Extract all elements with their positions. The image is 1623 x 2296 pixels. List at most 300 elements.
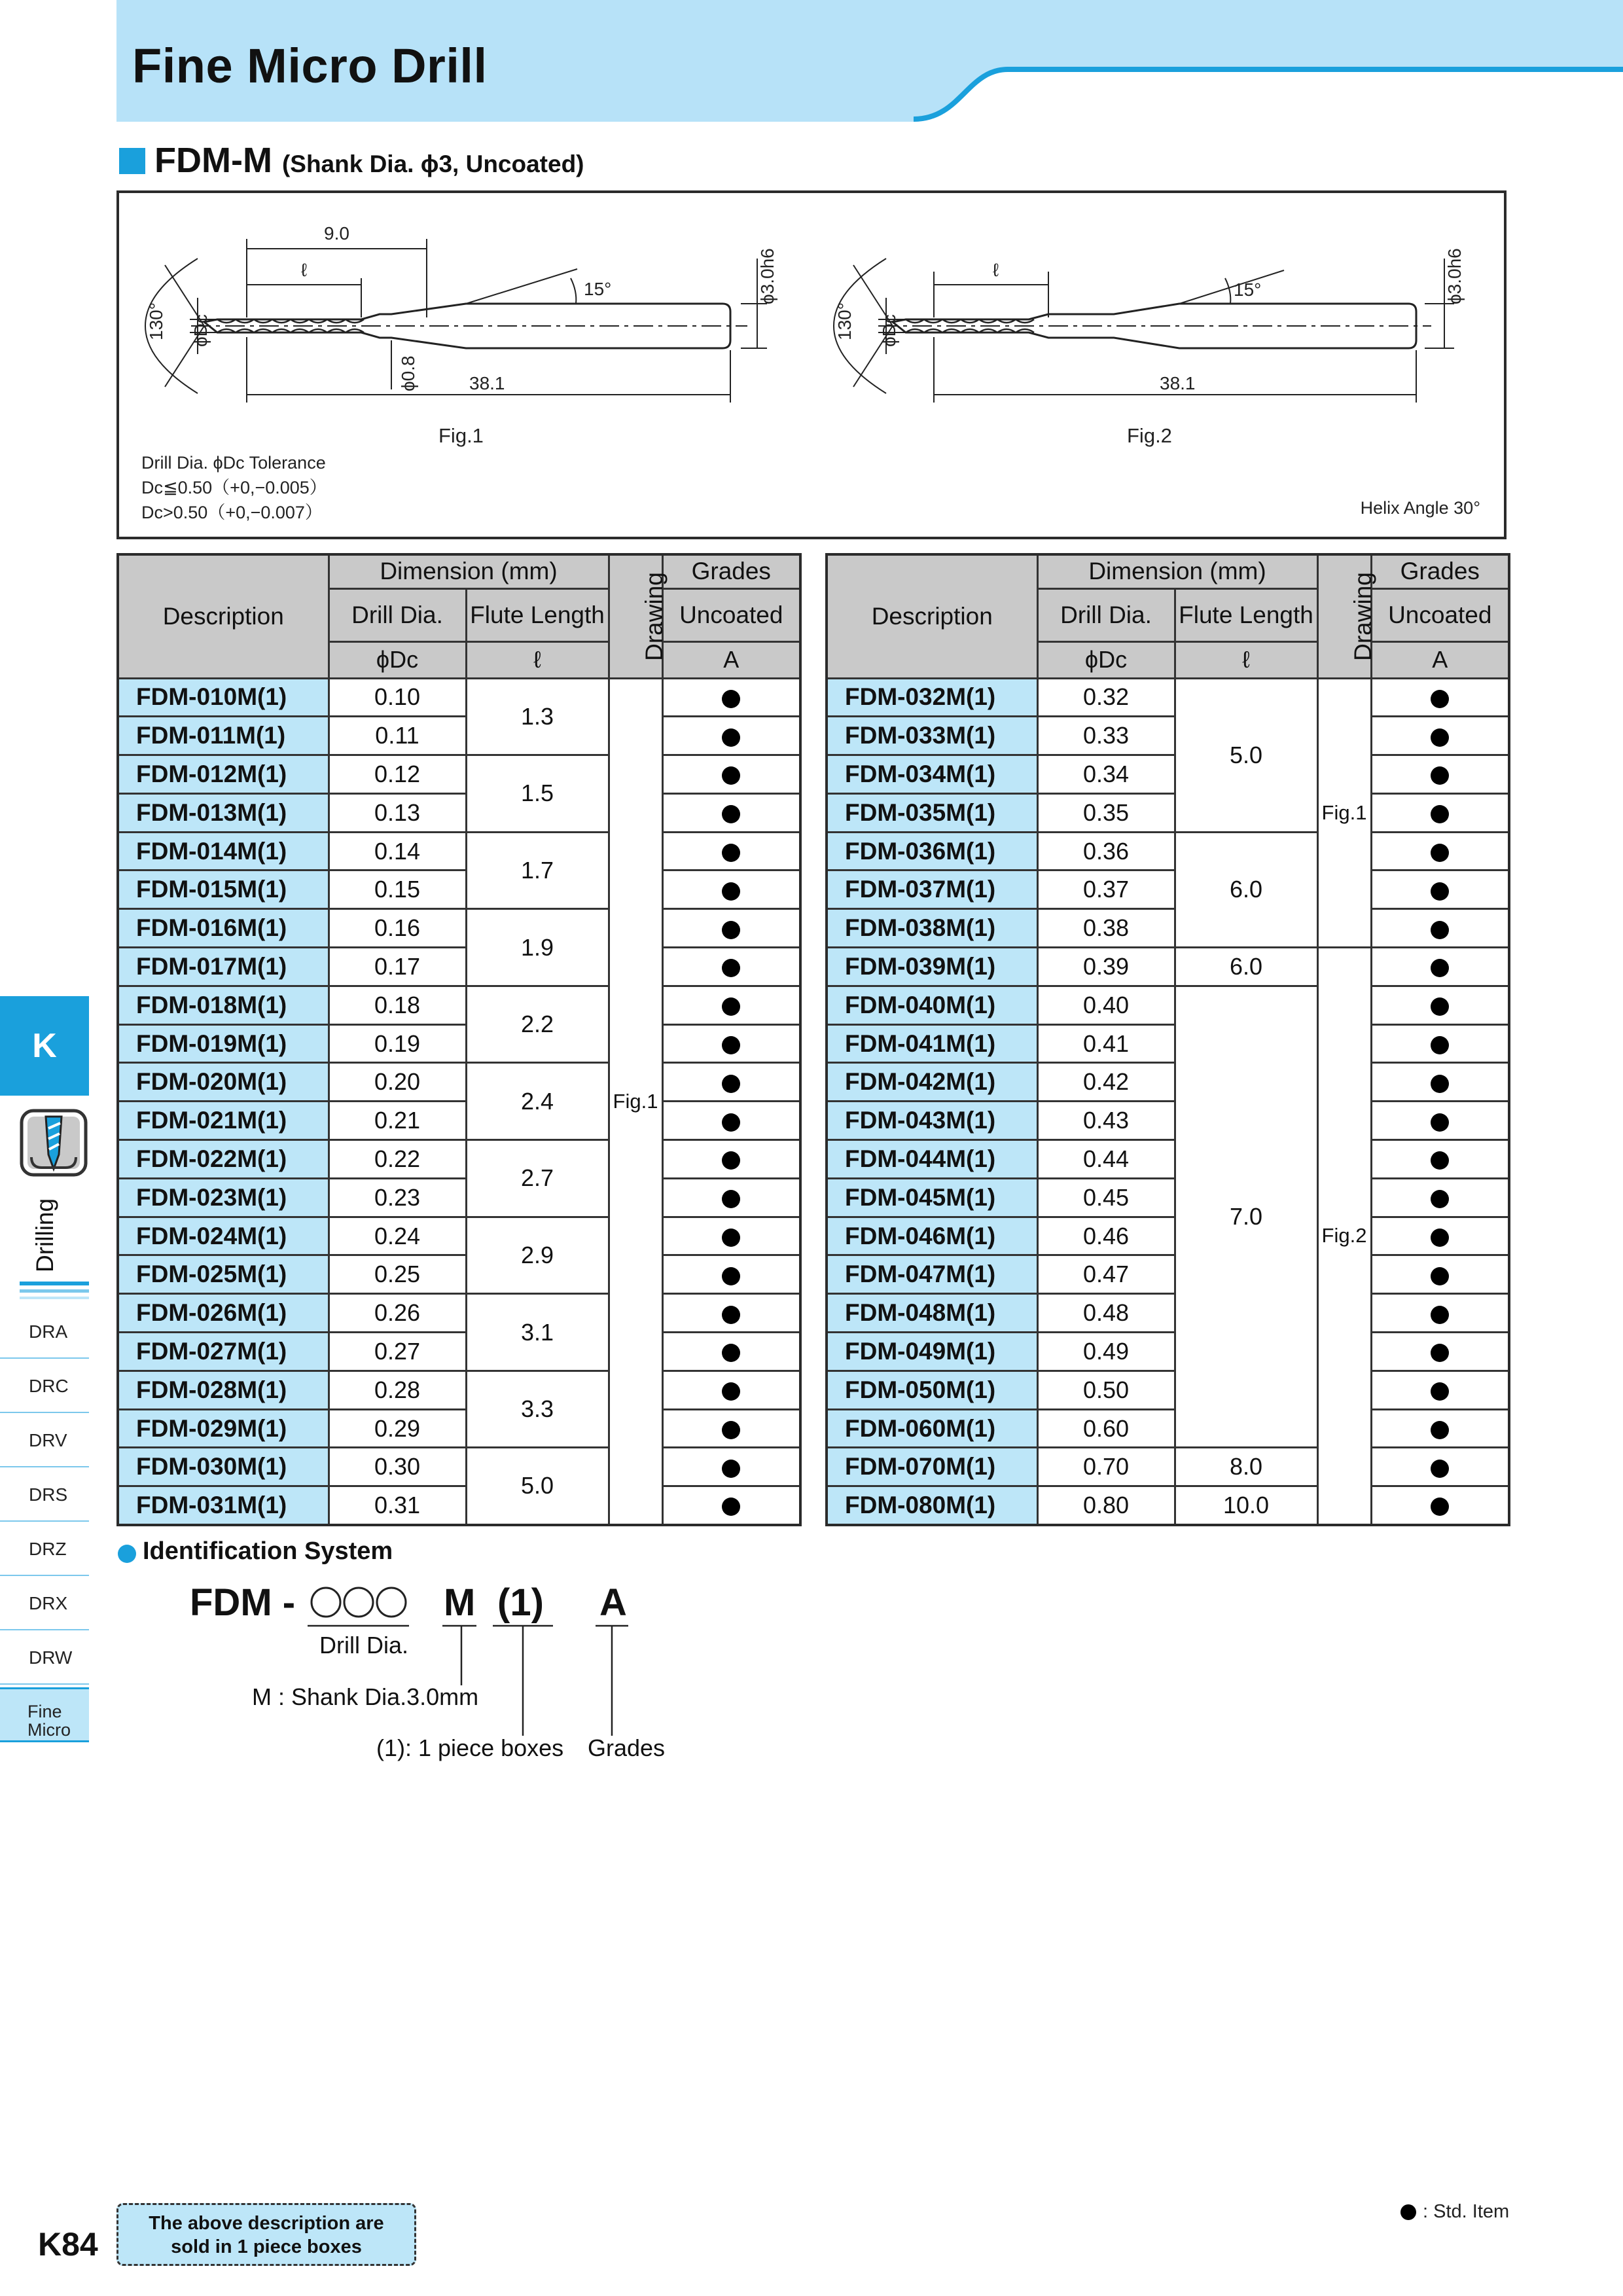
std-item-dot-icon xyxy=(722,1344,740,1362)
table-row xyxy=(827,1294,1509,1333)
page-number: K84 xyxy=(38,2226,98,2263)
header-drill-dia: Drill Dia. xyxy=(329,588,466,641)
row-description: FDM-036M(1) xyxy=(827,832,1037,870)
row-description: FDM-043M(1) xyxy=(827,1102,1037,1140)
row-grade xyxy=(1371,986,1509,1024)
row-drill-dia: 0.38 xyxy=(1037,909,1175,948)
row-flute-length: 10.0 xyxy=(1175,1486,1317,1525)
header-drawing: Drawing xyxy=(1317,554,1371,678)
row-drill-dia: 0.43 xyxy=(1037,1102,1175,1140)
std-item-dot-icon xyxy=(722,1267,740,1285)
fig2-flute-length: ℓ xyxy=(993,260,999,280)
row-flute-length: 6.0 xyxy=(1175,832,1317,947)
table-row xyxy=(827,1217,1509,1255)
std-item-dot-icon xyxy=(722,844,740,862)
sidebar-item-drs[interactable]: DRS xyxy=(0,1469,89,1522)
fig2-overall-length: 38.1 xyxy=(1160,373,1196,393)
header-drill-dia: Drill Dia. xyxy=(1037,588,1175,641)
row-grade xyxy=(662,1486,800,1525)
table-row xyxy=(118,870,800,909)
std-item-dot-icon xyxy=(1431,1151,1449,1170)
std-item-dot-icon xyxy=(1431,1190,1449,1208)
std-item-dot-icon xyxy=(722,997,740,1016)
std-item-dot-icon xyxy=(722,1306,740,1324)
row-description: FDM-060M(1) xyxy=(827,1409,1037,1448)
row-drill-dia: 0.70 xyxy=(1037,1448,1175,1486)
spec-table-left xyxy=(116,553,802,1526)
row-description: FDM-041M(1) xyxy=(827,1024,1037,1063)
row-description: FDM-028M(1) xyxy=(118,1371,329,1409)
std-item-dot-icon xyxy=(722,1151,740,1170)
table-row xyxy=(118,793,800,832)
fig1-shank-dia: ϕ3.0h6 xyxy=(757,248,777,304)
row-grade xyxy=(662,909,800,948)
table-row xyxy=(827,793,1509,832)
row-grade xyxy=(662,755,800,794)
sidebar-item-drw[interactable]: DRW xyxy=(0,1632,89,1685)
row-grade xyxy=(1371,1255,1509,1294)
row-description: FDM-021M(1) xyxy=(118,1102,329,1140)
table-row xyxy=(827,870,1509,909)
row-drill-dia: 0.36 xyxy=(1037,832,1175,870)
row-grade xyxy=(1371,678,1509,717)
table-row xyxy=(827,678,1509,717)
row-grade xyxy=(662,1371,800,1409)
std-item-dot-icon xyxy=(722,728,740,747)
table-row xyxy=(118,948,800,986)
std-item-dot-icon xyxy=(1431,882,1449,901)
row-description: FDM-011M(1) xyxy=(118,717,329,755)
row-drill-dia: 0.32 xyxy=(1037,678,1175,717)
header-flute-length: Flute Length xyxy=(466,588,609,641)
row-drill-dia: 0.15 xyxy=(329,870,466,909)
helix-angle-note: Helix Angle 30° xyxy=(1360,498,1480,518)
table-row xyxy=(118,1294,800,1333)
std-item-dot-icon xyxy=(722,1229,740,1247)
series-subtitle: (Shank Dia. ϕ3, Uncoated) xyxy=(281,151,584,177)
row-drill-dia: 0.21 xyxy=(329,1102,466,1140)
row-grade xyxy=(1371,1063,1509,1102)
row-drill-dia: 0.39 xyxy=(1037,948,1175,986)
row-description: FDM-022M(1) xyxy=(118,1140,329,1179)
table-row xyxy=(827,1140,1509,1179)
row-drill-dia: 0.40 xyxy=(1037,986,1175,1024)
note-line1: The above description are xyxy=(149,2213,384,2234)
table-row xyxy=(118,986,800,1024)
row-grade xyxy=(662,1255,800,1294)
header-dc-symbol: ϕDc xyxy=(1037,641,1175,678)
fig1-flute-length: ℓ xyxy=(301,260,308,280)
series-title xyxy=(154,140,584,181)
header-dimension: Dimension (mm) xyxy=(329,554,609,588)
row-flute-length: 2.9 xyxy=(466,1217,609,1294)
header-description: Description xyxy=(118,554,329,678)
row-grade xyxy=(1371,793,1509,832)
std-item-dot-icon xyxy=(722,1382,740,1401)
std-item-dot-icon xyxy=(1431,1421,1449,1439)
header-grades: Grades xyxy=(662,554,800,588)
row-description: FDM-034M(1) xyxy=(827,755,1037,794)
table-row xyxy=(118,1409,800,1448)
row-description: FDM-016M(1) xyxy=(118,909,329,948)
row-grade xyxy=(662,1024,800,1063)
label-drill-dia: Drill Dia. xyxy=(319,1632,409,1659)
row-description: FDM-042M(1) xyxy=(827,1063,1037,1102)
fig1-drawing xyxy=(145,239,767,403)
table-row xyxy=(118,755,800,794)
row-description: FDM-035M(1) xyxy=(827,793,1037,832)
row-description: FDM-029M(1) xyxy=(118,1409,329,1448)
sidebar-item-dra[interactable]: DRA xyxy=(0,1306,89,1359)
row-grade xyxy=(662,793,800,832)
row-grade xyxy=(662,1063,800,1102)
row-description: FDM-039M(1) xyxy=(827,948,1037,986)
header-uncoated: Uncoated xyxy=(1371,588,1509,641)
row-grade xyxy=(662,1333,800,1371)
row-flute-length: 3.3 xyxy=(466,1371,609,1448)
table-row xyxy=(827,1409,1509,1448)
sidebar-active-line2: Micro xyxy=(27,1720,71,1740)
spec-table-left-body xyxy=(118,678,800,1525)
row-flute-length: 3.1 xyxy=(466,1294,609,1371)
std-item-dot-icon xyxy=(722,921,740,939)
std-item-dot-icon xyxy=(722,1113,740,1132)
row-grade xyxy=(1371,1448,1509,1486)
row-description: FDM-013M(1) xyxy=(118,793,329,832)
row-grade xyxy=(1371,1486,1509,1525)
table-row xyxy=(827,1024,1509,1063)
row-flute-length: 2.4 xyxy=(466,1063,609,1140)
row-grade xyxy=(662,1217,800,1255)
std-item-dot-icon xyxy=(722,1036,740,1054)
row-grade xyxy=(1371,1371,1509,1409)
std-item-dot-icon xyxy=(1431,1306,1449,1324)
row-drill-dia: 0.44 xyxy=(1037,1140,1175,1179)
fig1-neck-dia: ϕ0.8 xyxy=(398,355,418,391)
row-grade xyxy=(662,1178,800,1217)
row-flute-length: 7.0 xyxy=(1175,986,1317,1448)
header-l-symbol: ℓ xyxy=(1175,641,1317,678)
sidebar-item-drv[interactable]: DRV xyxy=(0,1415,89,1467)
sidebar-item-drz[interactable]: DRZ xyxy=(0,1524,89,1576)
drill-icon xyxy=(20,1109,88,1177)
std-item-dot-icon xyxy=(1431,1229,1449,1247)
header-dimension: Dimension (mm) xyxy=(1037,554,1317,588)
fig2-point-angle: 130° xyxy=(834,302,855,340)
row-description: FDM-024M(1) xyxy=(118,1217,329,1255)
std-item-dot-icon xyxy=(722,1190,740,1208)
table-row xyxy=(827,832,1509,870)
fig2-shank-dia: ϕ3.0h6 xyxy=(1444,248,1465,304)
std-item-dot-icon xyxy=(1431,728,1449,747)
row-grade xyxy=(662,948,800,986)
row-drill-dia: 0.25 xyxy=(329,1255,466,1294)
std-item-dot-icon xyxy=(722,882,740,901)
row-description: FDM-017M(1) xyxy=(118,948,329,986)
row-description: FDM-050M(1) xyxy=(827,1371,1037,1409)
header-grade-code: A xyxy=(1371,641,1509,678)
std-item-dot-icon xyxy=(1431,1036,1449,1054)
std-item-dot-icon xyxy=(722,1421,740,1439)
row-description: FDM-023M(1) xyxy=(118,1178,329,1217)
row-description: FDM-015M(1) xyxy=(118,870,329,909)
code-grade: A xyxy=(599,1581,627,1624)
table-row xyxy=(827,1448,1509,1486)
header-flute-length: Flute Length xyxy=(1175,588,1317,641)
std-item-legend xyxy=(1400,2201,1509,2223)
label-grades: Grades xyxy=(588,1734,666,1761)
row-grade xyxy=(1371,870,1509,909)
row-drill-dia: 0.20 xyxy=(329,1063,466,1102)
identification-diagram xyxy=(183,1571,707,1767)
std-item-label: : Std. Item xyxy=(1423,2201,1510,2222)
row-drill-dia: 0.22 xyxy=(329,1140,466,1179)
row-grade xyxy=(662,1409,800,1448)
std-item-dot-icon xyxy=(1431,1344,1449,1362)
row-description: FDM-045M(1) xyxy=(827,1178,1037,1217)
row-flute-length: 1.9 xyxy=(466,909,609,986)
row-drawing: Fig.2 xyxy=(1317,948,1371,1525)
row-grade xyxy=(1371,1178,1509,1217)
tolerance-line2: Dc>0.50（+0,−0.007） xyxy=(141,503,323,522)
row-grade xyxy=(662,678,800,717)
row-grade xyxy=(1371,909,1509,948)
identification-title: Identification System xyxy=(143,1537,393,1565)
std-item-dot-icon xyxy=(1400,2204,1416,2220)
sidebar-item-drc[interactable]: DRC xyxy=(0,1361,89,1413)
row-grade xyxy=(1371,1102,1509,1140)
row-grade xyxy=(1371,755,1509,794)
table-row xyxy=(118,1333,800,1371)
std-item-dot-icon xyxy=(1431,1113,1449,1132)
table-row xyxy=(827,717,1509,755)
row-drill-dia: 0.10 xyxy=(329,678,466,717)
row-drill-dia: 0.28 xyxy=(329,1371,466,1409)
row-flute-length: 2.2 xyxy=(466,986,609,1063)
identification-bullet-icon xyxy=(118,1545,136,1563)
row-drill-dia: 0.11 xyxy=(329,717,466,755)
row-drill-dia: 0.60 xyxy=(1037,1409,1175,1448)
row-drill-dia: 0.16 xyxy=(329,909,466,948)
row-flute-length: 1.3 xyxy=(466,678,609,755)
table-row xyxy=(118,1217,800,1255)
table-row xyxy=(827,1255,1509,1294)
fig1-point-angle: 130° xyxy=(146,302,166,340)
table-row xyxy=(827,986,1509,1024)
fig2-drill-dia: ϕDc xyxy=(879,314,899,347)
row-flute-length: 1.7 xyxy=(466,832,609,909)
sidebar-item-drx[interactable]: DRX xyxy=(0,1578,89,1630)
tolerance-line1: Dc≦0.50（+0,−0.005） xyxy=(141,478,327,497)
std-item-dot-icon xyxy=(722,1075,740,1093)
row-drill-dia: 0.29 xyxy=(329,1409,466,1448)
row-description: FDM-025M(1) xyxy=(118,1255,329,1294)
tolerance-note xyxy=(141,450,327,525)
fig1-angle: 15° xyxy=(584,279,612,299)
header-l-symbol: ℓ xyxy=(466,641,609,678)
sidebar-stripes xyxy=(20,1282,89,1304)
sidebar-tab-k[interactable]: K xyxy=(0,996,89,1096)
header-drawing: Drawing xyxy=(609,554,662,678)
row-grade xyxy=(1371,1294,1509,1333)
std-item-dot-icon xyxy=(1431,921,1449,939)
figure-box xyxy=(116,190,1507,539)
fig2-angle: 15° xyxy=(1234,279,1262,300)
row-description: FDM-048M(1) xyxy=(827,1294,1037,1333)
label-shank: M : Shank Dia.3.0mm xyxy=(252,1683,479,1710)
row-grade xyxy=(1371,948,1509,986)
row-drill-dia: 0.30 xyxy=(329,1448,466,1486)
row-drill-dia: 0.23 xyxy=(329,1178,466,1217)
row-description: FDM-019M(1) xyxy=(118,1024,329,1063)
row-drill-dia: 0.48 xyxy=(1037,1294,1175,1333)
std-item-dot-icon xyxy=(722,690,740,708)
table-row xyxy=(827,1486,1509,1525)
row-flute-length: 6.0 xyxy=(1175,948,1317,986)
row-drill-dia: 0.26 xyxy=(329,1294,466,1333)
row-description: FDM-018M(1) xyxy=(118,986,329,1024)
row-description: FDM-020M(1) xyxy=(118,1063,329,1102)
std-item-dot-icon xyxy=(722,1460,740,1478)
row-grade xyxy=(662,1102,800,1140)
row-drill-dia: 0.37 xyxy=(1037,870,1175,909)
std-item-dot-icon xyxy=(722,766,740,785)
row-description: FDM-044M(1) xyxy=(827,1140,1037,1179)
row-grade xyxy=(662,832,800,870)
header-description: Description xyxy=(827,554,1037,678)
header-grade-code: A xyxy=(662,641,800,678)
table-row xyxy=(118,1102,800,1140)
row-description: FDM-027M(1) xyxy=(118,1333,329,1371)
std-item-dot-icon xyxy=(1431,1382,1449,1401)
table-row xyxy=(827,755,1509,794)
table-row xyxy=(827,909,1509,948)
row-description: FDM-040M(1) xyxy=(827,986,1037,1024)
row-drawing: Fig.1 xyxy=(609,678,662,1525)
header-grades: Grades xyxy=(1371,554,1509,588)
row-grade xyxy=(1371,1217,1509,1255)
row-description: FDM-047M(1) xyxy=(827,1255,1037,1294)
std-item-dot-icon xyxy=(1431,1267,1449,1285)
sidebar-item-fine-micro[interactable] xyxy=(0,1687,89,1742)
row-description: FDM-038M(1) xyxy=(827,909,1037,948)
row-description: FDM-070M(1) xyxy=(827,1448,1037,1486)
row-description: FDM-080M(1) xyxy=(827,1486,1037,1525)
table-row xyxy=(827,1102,1509,1140)
row-flute-length: 5.0 xyxy=(1175,678,1317,832)
row-drill-dia: 0.13 xyxy=(329,793,466,832)
row-grade xyxy=(662,986,800,1024)
row-grade xyxy=(1371,1409,1509,1448)
row-description: FDM-031M(1) xyxy=(118,1486,329,1525)
row-drill-dia: 0.24 xyxy=(329,1217,466,1255)
row-grade xyxy=(1371,1024,1509,1063)
row-grade xyxy=(1371,832,1509,870)
row-grade xyxy=(662,1294,800,1333)
row-grade xyxy=(1371,1333,1509,1371)
table-row xyxy=(827,948,1509,986)
std-item-dot-icon xyxy=(722,1498,740,1516)
code-piece: (1) xyxy=(497,1581,544,1624)
table-row xyxy=(118,1140,800,1179)
sidebar-active-line1: Fine xyxy=(27,1702,62,1721)
spec-table-right xyxy=(825,553,1510,1526)
row-drill-dia: 0.17 xyxy=(329,948,466,986)
fig2-drawing xyxy=(834,259,1454,403)
std-item-dot-icon xyxy=(722,959,740,977)
row-drill-dia: 0.34 xyxy=(1037,755,1175,794)
std-item-dot-icon xyxy=(1431,766,1449,785)
table-row xyxy=(827,1333,1509,1371)
row-drill-dia: 0.31 xyxy=(329,1486,466,1525)
header-uncoated: Uncoated xyxy=(662,588,800,641)
fig1-total-length: 9.0 xyxy=(324,223,349,243)
row-grade xyxy=(662,1448,800,1486)
std-item-dot-icon xyxy=(1431,997,1449,1016)
row-drawing: Fig.1 xyxy=(1317,678,1371,948)
fig2-label: Fig.2 xyxy=(1127,424,1172,447)
table-row xyxy=(118,1486,800,1525)
table-row xyxy=(118,1024,800,1063)
table-row xyxy=(827,1371,1509,1409)
std-item-dot-icon xyxy=(1431,844,1449,862)
table-row xyxy=(118,717,800,755)
row-grade xyxy=(1371,717,1509,755)
fig1-overall-length: 38.1 xyxy=(469,373,505,393)
row-flute-length: 8.0 xyxy=(1175,1448,1317,1486)
row-description: FDM-049M(1) xyxy=(827,1333,1037,1371)
table-row xyxy=(827,1063,1509,1102)
row-grade xyxy=(662,1140,800,1179)
dia-circles xyxy=(312,1588,406,1617)
table-row xyxy=(118,678,800,717)
std-item-dot-icon xyxy=(1431,805,1449,823)
row-drill-dia: 0.50 xyxy=(1037,1371,1175,1409)
tolerance-title: Drill Dia. ϕDc Tolerance xyxy=(141,453,326,473)
row-drill-dia: 0.41 xyxy=(1037,1024,1175,1063)
std-item-dot-icon xyxy=(1431,1498,1449,1516)
row-drill-dia: 0.49 xyxy=(1037,1333,1175,1371)
row-drill-dia: 0.19 xyxy=(329,1024,466,1063)
sidebar-section-label: Drilling xyxy=(31,1198,58,1272)
std-item-dot-icon xyxy=(722,805,740,823)
page-title: Fine Micro Drill xyxy=(132,39,488,93)
table-row xyxy=(118,1255,800,1294)
std-item-dot-icon xyxy=(1431,1460,1449,1478)
code-prefix: FDM - xyxy=(190,1581,296,1624)
row-description: FDM-037M(1) xyxy=(827,870,1037,909)
row-drill-dia: 0.14 xyxy=(329,832,466,870)
row-drill-dia: 0.35 xyxy=(1037,793,1175,832)
row-drill-dia: 0.27 xyxy=(329,1333,466,1371)
row-flute-length: 5.0 xyxy=(466,1448,609,1525)
row-drill-dia: 0.47 xyxy=(1037,1255,1175,1294)
row-drill-dia: 0.18 xyxy=(329,986,466,1024)
row-drill-dia: 0.12 xyxy=(329,755,466,794)
row-grade xyxy=(662,717,800,755)
code-m: M xyxy=(444,1581,476,1624)
table-row xyxy=(118,909,800,948)
row-description: FDM-014M(1) xyxy=(118,832,329,870)
row-drill-dia: 0.42 xyxy=(1037,1063,1175,1102)
table-row xyxy=(118,832,800,870)
row-description: FDM-010M(1) xyxy=(118,678,329,717)
std-item-dot-icon xyxy=(1431,690,1449,708)
series-name: FDM-M xyxy=(154,141,272,180)
fig1-label: Fig.1 xyxy=(438,424,484,447)
row-description: FDM-032M(1) xyxy=(827,678,1037,717)
row-description: FDM-012M(1) xyxy=(118,755,329,794)
